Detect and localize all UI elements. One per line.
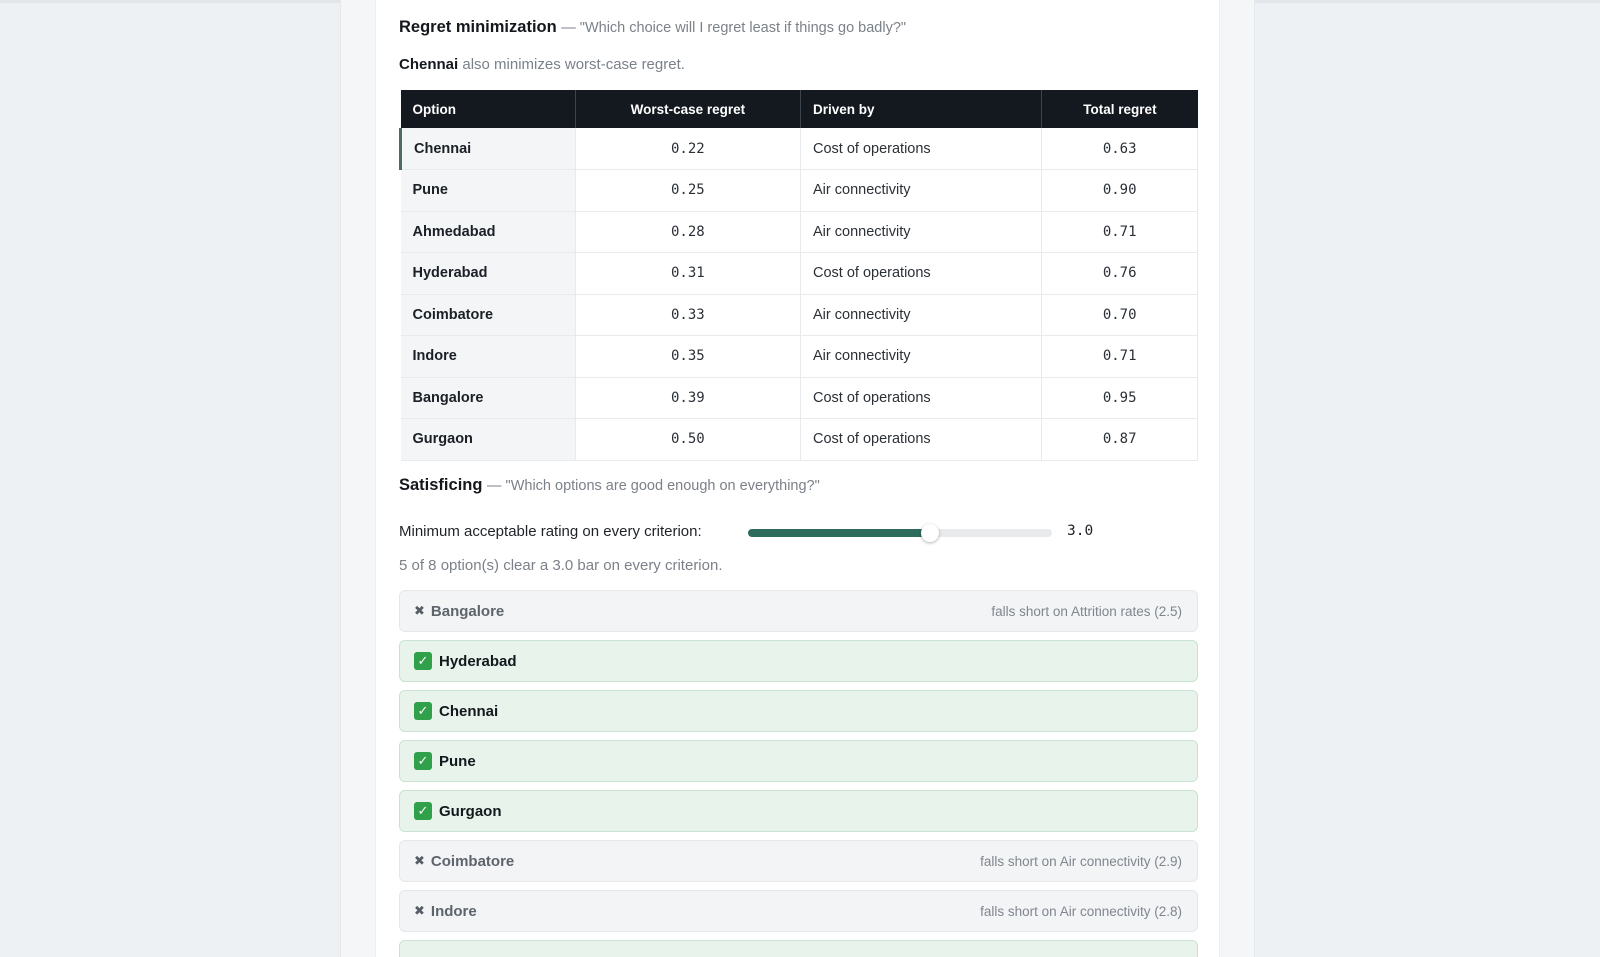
option-cell: Pune bbox=[401, 170, 576, 212]
threshold-slider[interactable] bbox=[748, 529, 1052, 537]
regret-section-title bbox=[399, 18, 906, 37]
result-reason: falls short on Attrition rates (2.5) bbox=[991, 603, 1182, 619]
table-row bbox=[401, 336, 1198, 378]
regret-summary-text: also minimizes worst-case regret. bbox=[458, 56, 685, 73]
option-cell: Gurgaon bbox=[401, 419, 576, 461]
regret-subtitle: — "Which choice will I regret least if things go badly?" bbox=[561, 20, 907, 36]
driven-by-cell: Cost of operations bbox=[801, 128, 1042, 170]
column-header-total[interactable]: Total regret bbox=[1042, 90, 1198, 128]
option-cell: Chennai bbox=[401, 128, 576, 170]
result-option-name: Bangalore bbox=[430, 602, 505, 620]
result-option-name: Indore bbox=[430, 902, 477, 920]
regret-table-header bbox=[401, 90, 1198, 128]
result-name-wrap bbox=[414, 853, 514, 870]
option-cell: Coimbatore bbox=[401, 294, 576, 336]
cross-icon: ✖ bbox=[414, 853, 425, 868]
result-item bbox=[399, 740, 1198, 782]
column-header-driven-by[interactable]: Driven by bbox=[801, 90, 1042, 128]
threshold-slider-row bbox=[399, 520, 1198, 544]
result-reason: falls short on Air connectivity (2.9) bbox=[980, 853, 1182, 869]
table-row bbox=[401, 128, 1198, 170]
worst-case-cell: 0.33 bbox=[575, 294, 800, 336]
regret-best-option: Chennai bbox=[399, 56, 459, 73]
regret-table bbox=[399, 90, 1198, 461]
regret-title: Regret minimization bbox=[399, 18, 557, 36]
main-content bbox=[375, 0, 1220, 957]
check-icon: ✓ bbox=[414, 802, 432, 820]
total-regret-cell: 0.70 bbox=[1042, 294, 1198, 336]
result-item bbox=[399, 690, 1198, 732]
result-option-name: Gurgaon bbox=[439, 802, 502, 820]
result-item bbox=[399, 790, 1198, 832]
satisficing-title: Satisficing bbox=[399, 476, 483, 494]
driven-by-cell: Air connectivity bbox=[801, 294, 1042, 336]
worst-case-cell: 0.25 bbox=[575, 170, 800, 212]
regret-summary bbox=[399, 56, 685, 73]
total-regret-cell: 0.63 bbox=[1042, 128, 1198, 170]
total-regret-cell: 0.87 bbox=[1042, 419, 1198, 461]
satisficing-section-title bbox=[399, 476, 820, 495]
result-item bbox=[399, 640, 1198, 682]
column-header-option[interactable]: Option bbox=[401, 90, 576, 128]
result-option-name: Hyderabad bbox=[439, 652, 517, 670]
result-name-wrap bbox=[414, 702, 498, 720]
satisficing-count: 5 of 8 option(s) clear a 3.0 bar on every criterion. bbox=[399, 557, 723, 574]
result-name-wrap bbox=[414, 603, 504, 620]
worst-case-cell: 0.22 bbox=[575, 128, 800, 170]
result-item bbox=[399, 590, 1198, 632]
total-regret-cell: 0.71 bbox=[1042, 336, 1198, 378]
driven-by-cell: Air connectivity bbox=[801, 336, 1042, 378]
worst-case-cell: 0.31 bbox=[575, 253, 800, 295]
satisficing-subtitle: — "Which options are good enough on everything?" bbox=[487, 478, 820, 494]
result-name-wrap bbox=[414, 903, 477, 920]
result-option-name: Pune bbox=[439, 752, 476, 770]
option-cell: Bangalore bbox=[401, 377, 576, 419]
total-regret-cell: 0.90 bbox=[1042, 170, 1198, 212]
table-row bbox=[401, 253, 1198, 295]
result-item bbox=[399, 890, 1198, 932]
driven-by-cell: Cost of operations bbox=[801, 253, 1042, 295]
result-item bbox=[399, 840, 1198, 882]
option-cell: Ahmedabad bbox=[401, 211, 576, 253]
worst-case-cell: 0.28 bbox=[575, 211, 800, 253]
total-regret-cell: 0.76 bbox=[1042, 253, 1198, 295]
driven-by-cell: Cost of operations bbox=[801, 419, 1042, 461]
result-name-wrap bbox=[414, 652, 517, 670]
cross-icon: ✖ bbox=[414, 903, 425, 918]
result-name-wrap bbox=[414, 802, 502, 820]
result-reason: falls short on Air connectivity (2.8) bbox=[980, 903, 1182, 919]
check-icon: ✓ bbox=[414, 752, 432, 770]
threshold-slider-thumb[interactable] bbox=[921, 524, 939, 542]
option-cell: Indore bbox=[401, 336, 576, 378]
driven-by-cell: Cost of operations bbox=[801, 377, 1042, 419]
total-regret-cell: 0.71 bbox=[1042, 211, 1198, 253]
check-icon: ✓ bbox=[414, 652, 432, 670]
worst-case-cell: 0.39 bbox=[575, 377, 800, 419]
threshold-slider-label: Minimum acceptable rating on every criterion: bbox=[399, 523, 702, 540]
satisficing-results-list bbox=[399, 590, 1198, 957]
result-name-wrap bbox=[414, 752, 476, 770]
threshold-slider-fill bbox=[748, 529, 930, 537]
driven-by-cell: Air connectivity bbox=[801, 211, 1042, 253]
cross-icon: ✖ bbox=[414, 603, 425, 618]
table-row bbox=[401, 419, 1198, 461]
total-regret-cell: 0.95 bbox=[1042, 377, 1198, 419]
table-row bbox=[401, 211, 1198, 253]
result-option-name: Coimbatore bbox=[430, 852, 515, 870]
check-icon: ✓ bbox=[414, 702, 432, 720]
option-cell: Hyderabad bbox=[401, 253, 576, 295]
table-row bbox=[401, 294, 1198, 336]
result-item bbox=[399, 940, 1198, 957]
worst-case-cell: 0.35 bbox=[575, 336, 800, 378]
threshold-value: 3.0 bbox=[1067, 523, 1094, 539]
table-row bbox=[401, 170, 1198, 212]
result-option-name: Chennai bbox=[439, 702, 499, 720]
table-row bbox=[401, 377, 1198, 419]
column-header-worst-case[interactable]: Worst-case regret bbox=[575, 90, 800, 128]
worst-case-cell: 0.50 bbox=[575, 419, 800, 461]
driven-by-cell: Air connectivity bbox=[801, 170, 1042, 212]
